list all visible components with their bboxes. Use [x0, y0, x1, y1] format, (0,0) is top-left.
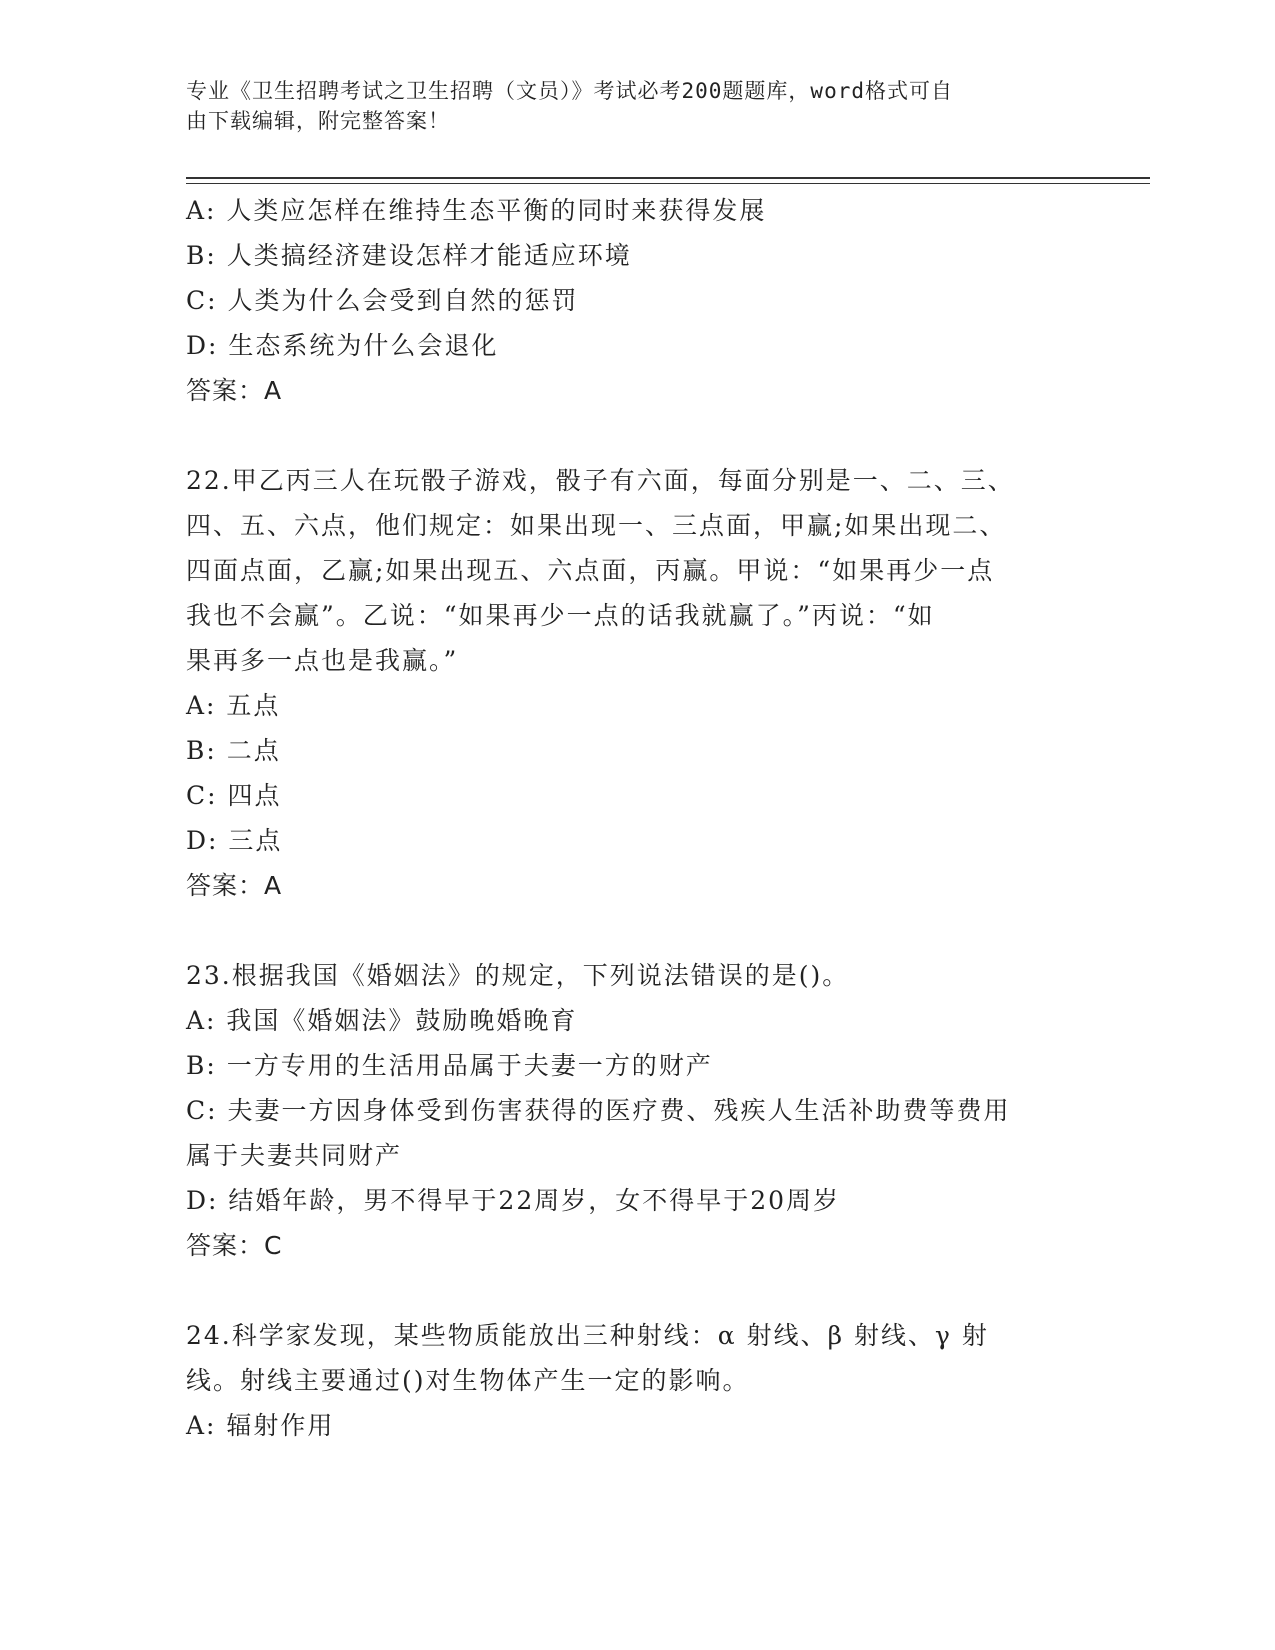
header-rule-thin [186, 183, 1150, 184]
option-c: C: 夫妻一方因身体受到伤害获得的医疗费、残疾人生活补助费等费用 [186, 1096, 1011, 1125]
option-b: B: 二点 [186, 736, 281, 765]
spacer [186, 413, 1066, 458]
header-line-1: 专业《卫生招聘考试之卫生招聘（文员）》考试必考200题题库，word格式可自 [186, 79, 953, 103]
question-text-line: 23.根据我国《婚姻法》的规定，下列说法错误的是()。 [186, 961, 850, 990]
answer-line: 答案：A [186, 376, 283, 405]
option-d: D: 结婚年龄，男不得早于22周岁，女不得早于20周岁 [186, 1186, 841, 1215]
option-a: A: 辐射作用 [186, 1411, 335, 1440]
question-text-line: 22.甲乙丙三人在玩骰子游戏，骰子有六面，每面分别是一、二、三、 [186, 466, 1015, 495]
question-text-line: 24.科学家发现，某些物质能放出三种射线：α 射线、β 射线、γ 射 [186, 1321, 989, 1350]
question-text-line: 我也不会赢”。乙说：“如果再少一点的话我就赢了。”丙说：“如 [186, 601, 935, 630]
question-content [186, 188, 1066, 1448]
question-22 [186, 458, 1066, 908]
option-d: D: 生态系统为什么会退化 [186, 331, 499, 360]
question-text-line: 四、五、六点，他们规定：如果出现一、三点面，甲赢;如果出现二、 [186, 511, 1007, 540]
option-c: C: 四点 [186, 781, 282, 810]
question-text-line: 四面点面，乙赢;如果出现五、六点面，丙赢。甲说：“如果再少一点 [186, 556, 995, 585]
option-c: C: 人类为什么会受到自然的惩罚 [186, 286, 579, 315]
answer-line: 答案：C [186, 1231, 283, 1260]
option-a: A: 人类应怎样在维持生态平衡的同时来获得发展 [186, 196, 767, 225]
question-text-line: 果再多一点也是我赢。” [186, 646, 459, 675]
question-23 [186, 953, 1066, 1268]
option-c-continued: 属于夫妻共同财产 [186, 1141, 403, 1170]
option-a: A: 我国《婚姻法》鼓励晚婚晚育 [186, 1006, 578, 1035]
option-d: D: 三点 [186, 826, 283, 855]
option-a: A: 五点 [186, 691, 281, 720]
option-b: B: 人类搞经济建设怎样才能适应环境 [186, 241, 632, 270]
header-rule-thick [186, 177, 1150, 179]
option-b: B: 一方专用的生活用品属于夫妻一方的财产 [186, 1051, 713, 1080]
answer-line: 答案：A [186, 871, 283, 900]
document-header [186, 76, 1066, 136]
spacer [186, 1268, 1066, 1313]
header-line-2: 由下载编辑，附完整答案！ [186, 109, 450, 133]
question-24 [186, 1313, 1066, 1448]
question-text-line: 线。射线主要通过()对生物体产生一定的影响。 [186, 1366, 750, 1395]
question-21 [186, 188, 1066, 413]
spacer [186, 908, 1066, 953]
